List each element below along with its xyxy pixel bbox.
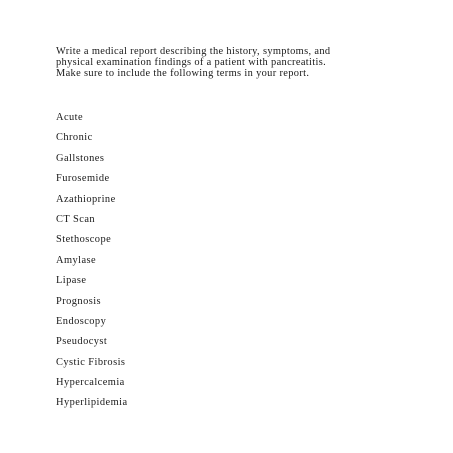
terms-list (56, 108, 128, 414)
instructions-line: Make sure to include the following terms in your report. (56, 68, 310, 80)
term-item: Furosemide (56, 173, 110, 185)
term-item: Hyperlipidemia (56, 397, 128, 409)
instructions-line: physical examination findings of a patient with pancreatitis. (56, 57, 327, 69)
term-item: Azathioprine (56, 193, 116, 205)
term-item: Prognosis (56, 295, 102, 307)
term-item: Stethoscope (56, 234, 112, 246)
term-item: Cystic Fibrosis (56, 356, 126, 368)
term-item: Acute (56, 112, 84, 123)
term-item: Pseudocyst (56, 336, 108, 348)
term-item: Chronic (56, 132, 93, 144)
instructions-line: Write a medical report describing the history, symptoms, and (56, 46, 331, 57)
term-item: CT Scan (56, 213, 96, 225)
term-item: Endoscopy (56, 315, 107, 327)
term-item: Amylase (56, 254, 97, 266)
term-item: Gallstones (56, 152, 105, 164)
instructions-paragraph (56, 46, 416, 80)
term-item: Hypercalcemia (56, 377, 125, 389)
term-item: Lipase (56, 275, 87, 287)
